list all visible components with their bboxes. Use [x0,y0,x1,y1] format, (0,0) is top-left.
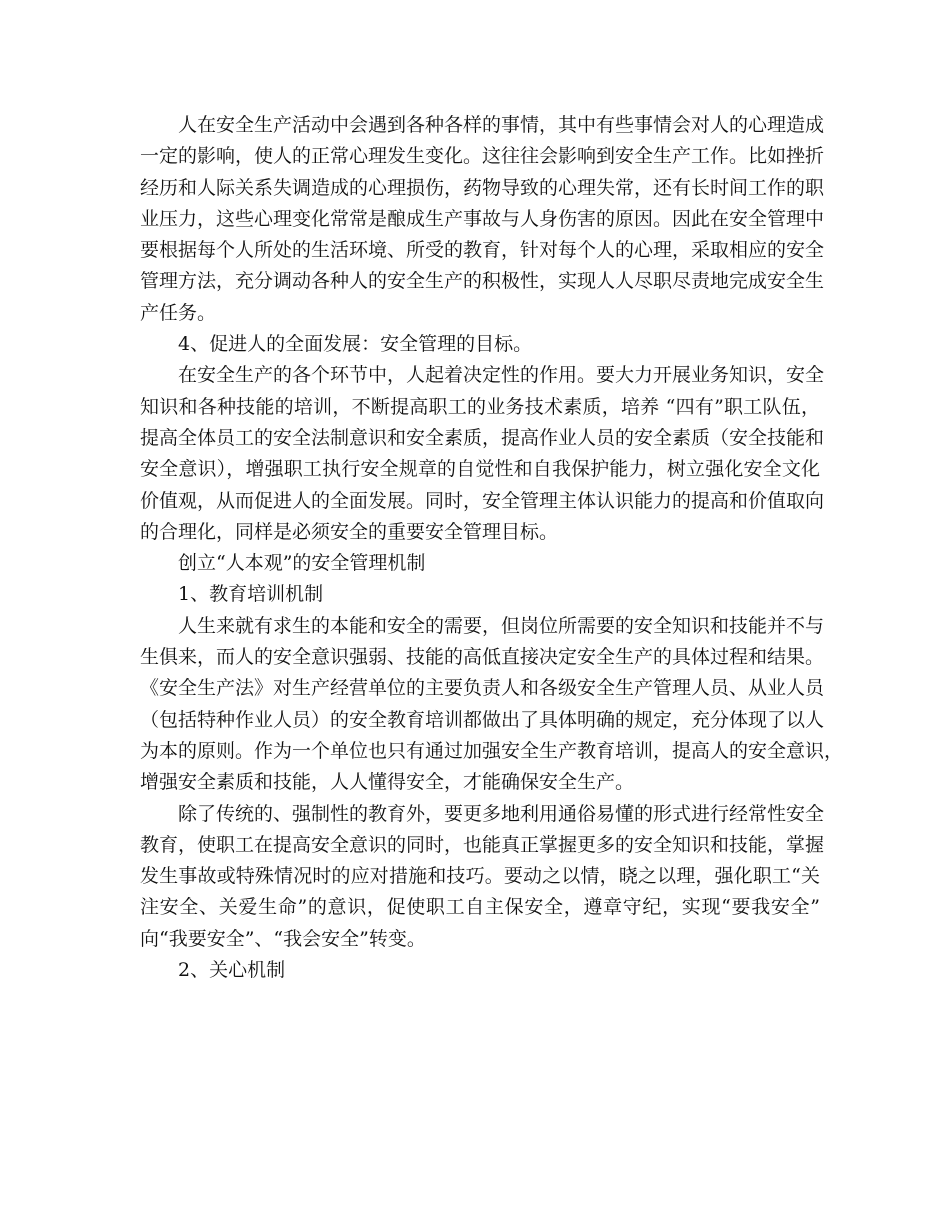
paragraph-line: 的合理化，同样是必须安全的重要安全管理目标。 [140,520,559,543]
paragraph-line: 为本的原则。作为一个单位也只有通过加强安全生产教育培训，提高人的安全意识， [140,739,844,762]
paragraph-line: 提高全体员工的安全法制意识和安全素质，提高作业人员的安全素质（安全技能和 [140,426,825,449]
subsection-heading: 2、关心机制 [178,959,286,982]
paragraph-line: 发生事故或特殊情况时的应对措施和技巧。要动之以情，晓之以理，强化职工“关 [140,865,820,888]
paragraph-line: 生俱来，而人的安全意识强弱、技能的高低直接决定安全生产的具体过程和结果。 [140,646,825,669]
paragraph-line: 产任务。 [140,301,217,324]
paragraph-line: 价值观，从而促进人的全面发展。同时，安全管理主体认识能力的提高和价值取向 [140,489,825,512]
paragraph-line: 在安全生产的各个环节中，人起着决定性的作用。要大力开展业务知识，安全 [178,364,825,387]
paragraph-line: 要根据每个人所处的生活环境、所受的教育，针对每个人的心理，采取相应的安全 [140,239,825,262]
paragraph-line: 经历和人际关系失调造成的心理损伤，药物导致的心理失常，还有长时间工作的职 [140,176,825,199]
paragraph-line: 注安全、关爱生命”的意识，促使职工自主保安全，遵章守纪，实现“要我安全” [140,896,820,919]
paragraph-line: 人生来就有求生的本能和安全的需要，但岗位所需要的安全知识和技能并不与 [178,614,825,637]
paragraph-line: 教育，使职工在提高安全意识的同时，也能真正掌握更多的安全知识和技能，掌握 [140,833,825,856]
paragraph-line: 《安全生产法》对生产经营单位的主要负责人和各级安全生产管理人员、从业人员 [140,677,825,700]
paragraph-line: 除了传统的、强制性的教育外，要更多地利用通俗易懂的形式进行经常性安全 [178,802,825,825]
paragraph-line: 安全意识），增强职工执行安全规章的自觉性和自我保护能力，树立强化安全文化 [140,458,820,481]
paragraph-line: 业压力，这些心理变化常常是酿成生产事故与人身伤害的原因。因此在安全管理中 [140,207,825,230]
paragraph-line: 知识和各种技能的培训，不断提高职工的业务技术素质，培养 “四有”职工队伍， [140,395,820,418]
paragraph-line: （包括特种作业人员）的安全教育培训都做出了具体明确的规定，充分体现了以人 [140,708,825,731]
paragraph-line: 增强安全素质和技能，人人懂得安全，才能确保安全生产。 [140,771,635,794]
subsection-heading: 1、教育培训机制 [178,583,324,606]
section-heading: 创立“人本观”的安全管理机制 [178,552,426,575]
paragraph-line: 一定的影响，使人的正常心理发生变化。这往往会影响到安全生产工作。比如挫折 [140,145,825,168]
section-heading: 4、促进人的全面发展：安全管理的目标。 [178,333,533,356]
paragraph-line: 向“我要安全”、“我会安全”转变。 [140,927,426,950]
paragraph-line: 人在安全生产活动中会遇到各种各样的事情，其中有些事情会对人的心理造成 [178,114,825,136]
paragraph-line: 管理方法，充分调动各种人的安全生产的积极性，实现人人尽职尽责地完成安全生 [140,270,825,293]
document-body [140,110,844,986]
